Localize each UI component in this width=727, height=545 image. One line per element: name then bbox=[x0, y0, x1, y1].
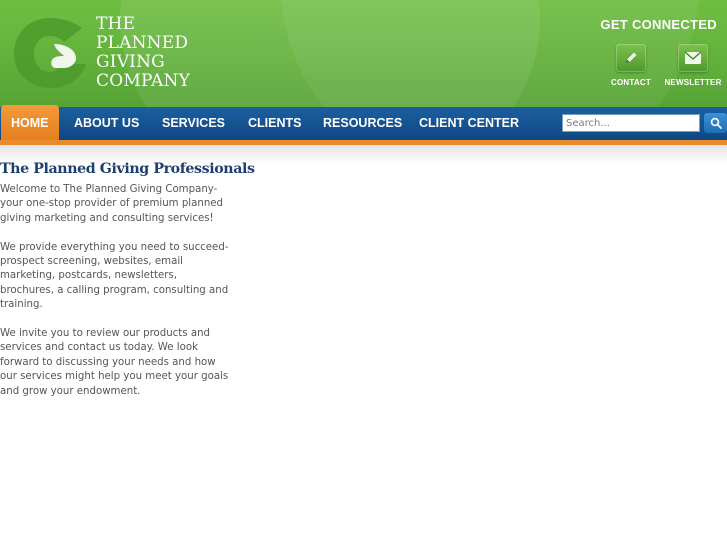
logo-line: PLANNED bbox=[96, 33, 189, 53]
page-title: The Planned Giving Professionals bbox=[0, 161, 255, 177]
contact-label: CONTACT bbox=[611, 78, 651, 87]
logo-g-mark-icon[interactable] bbox=[10, 14, 90, 92]
envelope-icon bbox=[684, 51, 702, 65]
search-icon bbox=[710, 117, 722, 129]
nav-resources[interactable]: RESOURCES bbox=[323, 116, 403, 130]
logo-line: COMPANY bbox=[96, 71, 191, 91]
newsletter-label: NEWSLETTER bbox=[664, 78, 722, 87]
contact-link[interactable] bbox=[601, 44, 661, 87]
pencil-icon bbox=[623, 50, 639, 66]
main-content bbox=[0, 161, 255, 413]
nav-about-us[interactable]: ABOUT US bbox=[74, 116, 140, 130]
search-button[interactable] bbox=[704, 113, 727, 133]
nav-clients[interactable]: CLIENTS bbox=[248, 116, 302, 130]
site-header bbox=[0, 0, 727, 107]
newsletter-link[interactable] bbox=[663, 44, 723, 87]
contact-button[interactable] bbox=[616, 44, 646, 72]
search-input[interactable] bbox=[562, 114, 700, 132]
get-connected-heading: GET CONNECTED bbox=[600, 17, 717, 32]
invite-paragraph: We invite you to review our products and services and contact us today. We look forward to discussing your needs and how our services might help you meet your goals and grow your endowment. bbox=[0, 328, 229, 397]
intro-paragraph: Welcome to The Planned Giving Company-your one-stop provider of premium planned giving marketing and consulting services! bbox=[0, 184, 224, 224]
nav-client-center[interactable]: CLIENT CENTER bbox=[419, 116, 519, 130]
nav-services[interactable]: SERVICES bbox=[162, 116, 225, 130]
logo-line: THE bbox=[96, 14, 136, 34]
newsletter-button[interactable] bbox=[678, 44, 708, 72]
services-paragraph: We provide everything you need to succeed-prospect screening, websites, email marketing, postcards, newsletters, brochures, a calling program, consulting and training. bbox=[0, 241, 229, 311]
nav-home[interactable]: HOME bbox=[1, 105, 59, 140]
logo-wordmark[interactable] bbox=[96, 15, 190, 91]
logo-line: GIVING bbox=[96, 52, 165, 72]
